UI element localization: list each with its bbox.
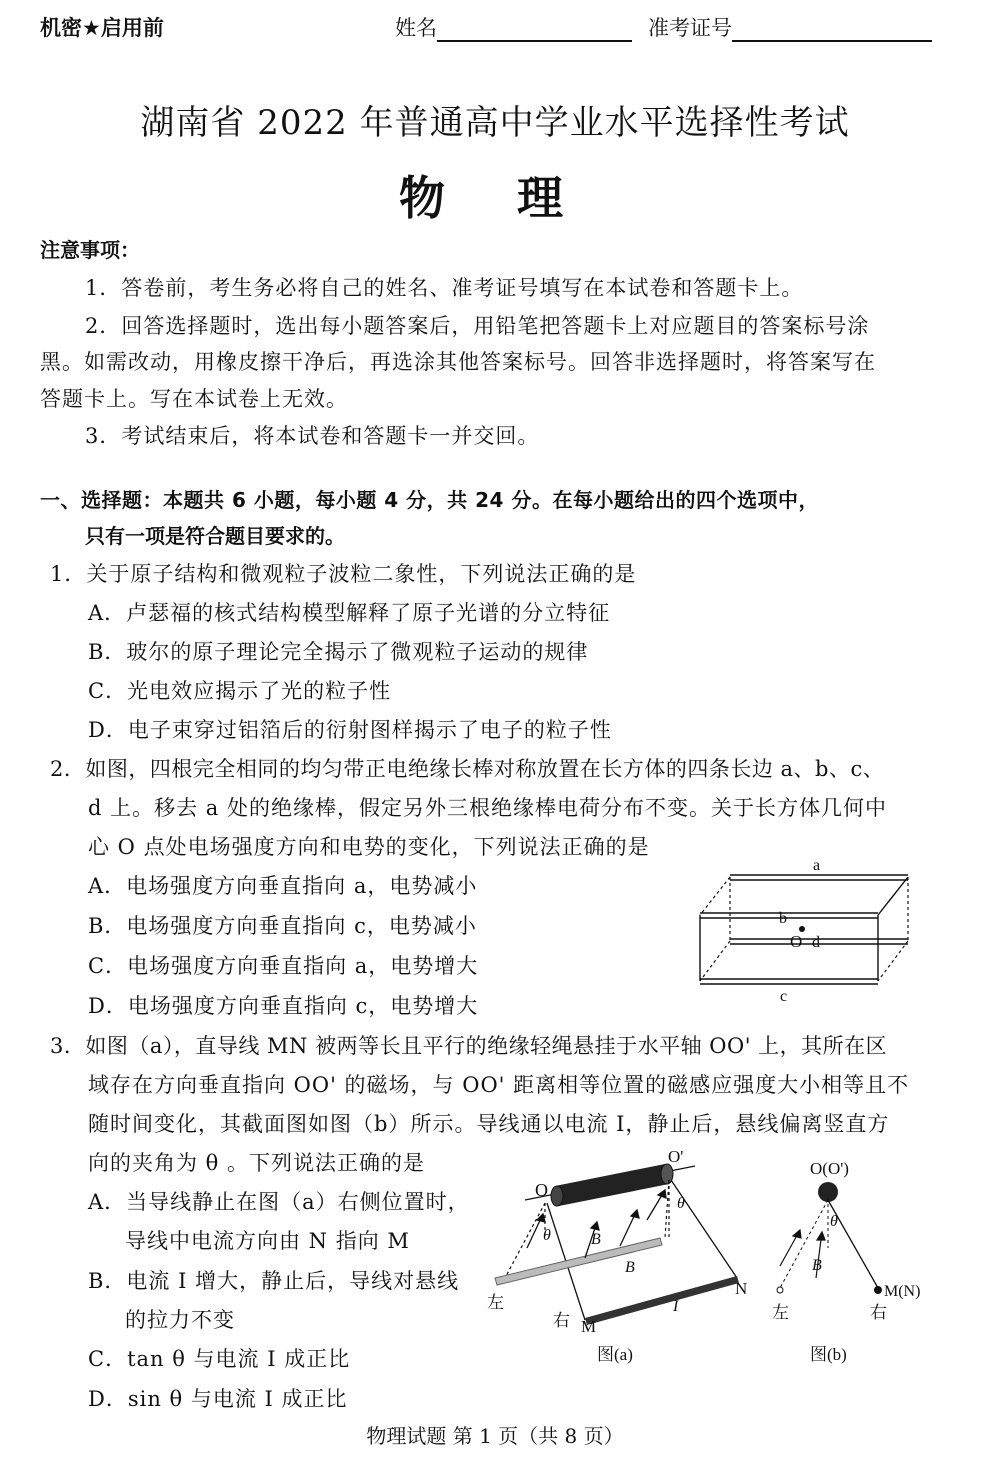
label-o: O [535,1180,548,1200]
notice-line: 答题卡上。写在本试卷上无效。 [40,387,348,411]
q1-option-c: C．光电效应揭示了光的粒子性 [88,679,392,703]
figure-b-caption: 图(b) [810,1345,847,1364]
q1-stem: 1．关于原子结构和微观粒子波粒二象性，下列说法正确的是 [50,562,637,586]
name-label: 姓名 [395,16,437,40]
label-right: 右 [553,1311,570,1330]
q3-option-a-cont: 导线中电流方向由 N 指向 M [125,1229,410,1253]
q2-stem-line: 心 O 点处电场强度方向和电势的变化，下列说法正确的是 [88,835,650,859]
label-o-prime: O' [668,1148,684,1166]
label-b-1: B [591,1231,601,1248]
label-n: N [735,1279,748,1298]
exam-id-label: 准考证号 [648,16,732,40]
label-theta-2: θ [677,1195,685,1212]
confidential-label: 机密★启用前 [40,16,164,40]
q2-option-d: D．电场强度方向垂直指向 c，电势增大 [88,994,479,1018]
wire-mn-cross-section [874,1286,882,1294]
q3-option-a: A．当导线静止在图（a）右侧位置时， [88,1190,470,1214]
q1-option-d: D．电子束穿过铝箔后的衍射图样揭示了电子的粒子性 [88,718,612,742]
q2-stem-line: 2．如图，四根完全相同的均匀带正电绝缘长棒对称放置在长方体的四条长边 a、b、c、 [50,757,885,781]
label-right: 右 [870,1303,887,1322]
q3-option-b: B．电流 I 增大，静止后，导线对悬线 [88,1269,460,1293]
notice-line: 2．回答选择题时，选出每小题答案后，用铅笔把答题卡上对应题目的答案标号涂 [85,314,870,338]
figure-a-caption: 图(a) [597,1345,633,1364]
label-o-o-prime: O(O') [810,1159,849,1178]
label-o: O [790,932,803,951]
name-blank [437,18,632,42]
name-field [395,12,632,42]
label-b: B [812,1257,822,1274]
q2-option-b: B．电场强度方向垂直指向 c，电势减小 [88,914,477,938]
q3-stem-line: 向的夹角为 θ 。下列说法正确的是 [88,1151,425,1175]
q2-option-c: C．电场强度方向垂直指向 a，电势增大 [88,954,479,978]
label-c: c [780,988,788,1005]
wire-left-position [495,1238,662,1285]
exam-id-field [648,12,932,42]
label-left: 左 [772,1303,789,1322]
q3-stem-line: 域存在方向垂直指向 OO' 的磁场，与 OO' 距离相等位置的磁感应强度大小相等且不 [88,1073,910,1097]
q3-stem-line: 3．如图（a），直导线 MN 被两等长且平行的绝缘轻绳悬挂于水平轴 OO' 上，其所在区 [50,1034,888,1058]
section-heading-cont: 只有一项是符合题目要求的。 [85,524,345,548]
label-theta-1: θ [543,1227,551,1244]
subject-title: 物 理 [398,171,591,225]
axis-cylinder [551,1164,673,1206]
q3-figure-b [770,1148,950,1368]
notice-line: 黑。如需改动，用橡皮擦干净后，再选涂其他答案标号。回答非选择题时，将答案写在 [40,350,876,374]
q1-option-a: A．卢瑟福的核式结构模型解释了原子光谱的分立特征 [88,601,611,625]
notice-line: 1．答卷前，考生务必将自己的姓名、准考证号填写在本试卷和答题卡上。 [85,276,804,300]
label-a: a [813,857,821,874]
label-b-2: B [625,1259,635,1276]
label-theta: θ [830,1213,838,1230]
label-m-n: M(N) [884,1283,921,1300]
q2-option-a: A．电场强度方向垂直指向 a，电势减小 [88,874,478,898]
label-current: I [673,1298,679,1315]
q2-cuboid-figure [690,855,930,1005]
q3-stem-line: 随时间变化，其截面图如图（b）所示。导线通以电流 I，静止后，悬线偏离竖直方 [88,1112,890,1136]
label-b: b [779,910,787,927]
label-m: M [581,1317,597,1336]
q3-option-c: C．tan θ 与电流 I 成正比 [88,1347,351,1371]
q3-option-d: D．sin θ 与电流 I 成正比 [88,1387,348,1411]
notice-line: 3．考试结束后，将本试卷和答题卡一并交回。 [85,424,540,448]
exam-title: 湖南省 2022 年普通高中学业水平选择性考试 [140,103,850,143]
q3-figure-a [485,1148,770,1368]
section-heading: 一、选择题：本题共 6 小题，每小题 4 分，共 24 分。在每小题给出的四个选项中， [40,488,819,512]
notice-heading: 注意事项： [40,238,140,262]
label-left: 左 [487,1293,504,1312]
q1-option-b: B．玻尔的原子理论完全揭示了微观粒子运动的规律 [88,640,589,664]
label-d: d [812,934,820,951]
wire-mn [585,1276,739,1325]
exam-id-blank [732,18,932,42]
q2-stem-line: d 上。移去 a 处的绝缘棒，假定另外三根绝缘棒电荷分布不变。关于长方体几何中 [88,796,887,820]
q3-option-b-cont: 的拉力不变 [125,1308,235,1332]
page-footer: 物理试题 第 1 页（共 8 页） [366,1424,624,1448]
